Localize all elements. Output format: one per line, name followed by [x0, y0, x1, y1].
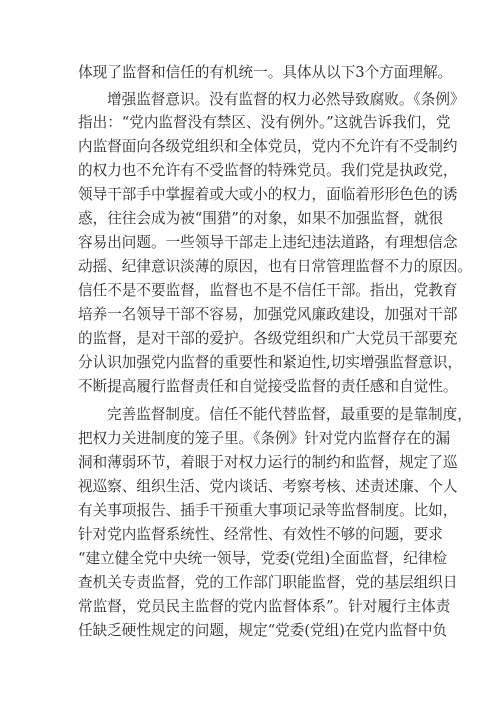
text-line: 培养一名领导干部不容易，加强党风廉政建设，加强对干部	[78, 306, 458, 323]
text-line: 洞和薄弱环节，着眼于对权力运行的制约和监督，规定了巡	[78, 454, 458, 471]
text-line: 的监督，是对干部的爱护。各级党组织和广大党员干部要充	[78, 330, 458, 347]
text-line: 体现了监督和信任的有机统一。具体从以下3个方面理解。	[78, 64, 453, 81]
text-line: 指出：“党内监督没有禁区、没有例外。”这就告诉我们，党	[78, 114, 451, 131]
text-line: 分认识加强党内监督的重要性和紧迫性,切实增强监督意识，	[78, 354, 463, 371]
text-line: 容易出问题。一些领导干部走上违纪违法道路，有理想信念	[78, 234, 458, 251]
text-line: 惑，往往会成为被“围猎”的对象，如果不加强监督，就很	[78, 210, 444, 227]
text-line: 信任不是不要监督，监督也不是不信任干部。指出，党教育	[78, 282, 458, 299]
text-line: 有关事项报告、插手干预重大事项记录等监督制度。比如，	[78, 502, 458, 519]
text-line: 查机关专责监督，党的工作部门职能监督，党的基层组织日	[78, 574, 458, 591]
text-line: 的权力也不允许有不受监督的特殊党员。我们党是执政党，	[78, 162, 458, 179]
text-line: 常监督，党员民主监督的党内监督体系”。针对履行主体责	[78, 598, 451, 615]
text-line: 领导干部手中掌握着或大或小的权力，面临着形形色色的诱	[78, 186, 458, 203]
text-line: 针对党内监督系统性、经常性、有效性不够的问题，要求	[78, 526, 443, 543]
paragraph-start-line: 完善监督制度。信任不能代替监督，最重要的是靠制度，	[107, 406, 472, 423]
text-line: 把权力关进制度的笼子里。《条例》针对党内监督存在的漏	[78, 430, 451, 447]
text-line: 视巡察、组织生活、党内谈话、考察考核、述责述廉、个人	[78, 478, 458, 495]
text-line: 内监督面向各级党组织和全体党员，党内不允许有不受制约	[78, 138, 458, 155]
paragraph-start-line: 增强监督意识。没有监督的权力必然导致腐败。《条例》	[107, 91, 465, 108]
text-line: 动摇、纪律意识淡薄的原因，也有日常管理监督不力的原因。	[78, 258, 473, 275]
text-line: “建立健全党中央统一领导，党委(党组)全面监督，纪律检	[78, 550, 448, 567]
text-line: 不断提高履行监督责任和自觉接受监督的责任感和自觉性。	[78, 378, 458, 395]
text-line: 任缺乏硬性规定的问题，规定“党委(党组)在党内监督中负	[78, 622, 448, 639]
